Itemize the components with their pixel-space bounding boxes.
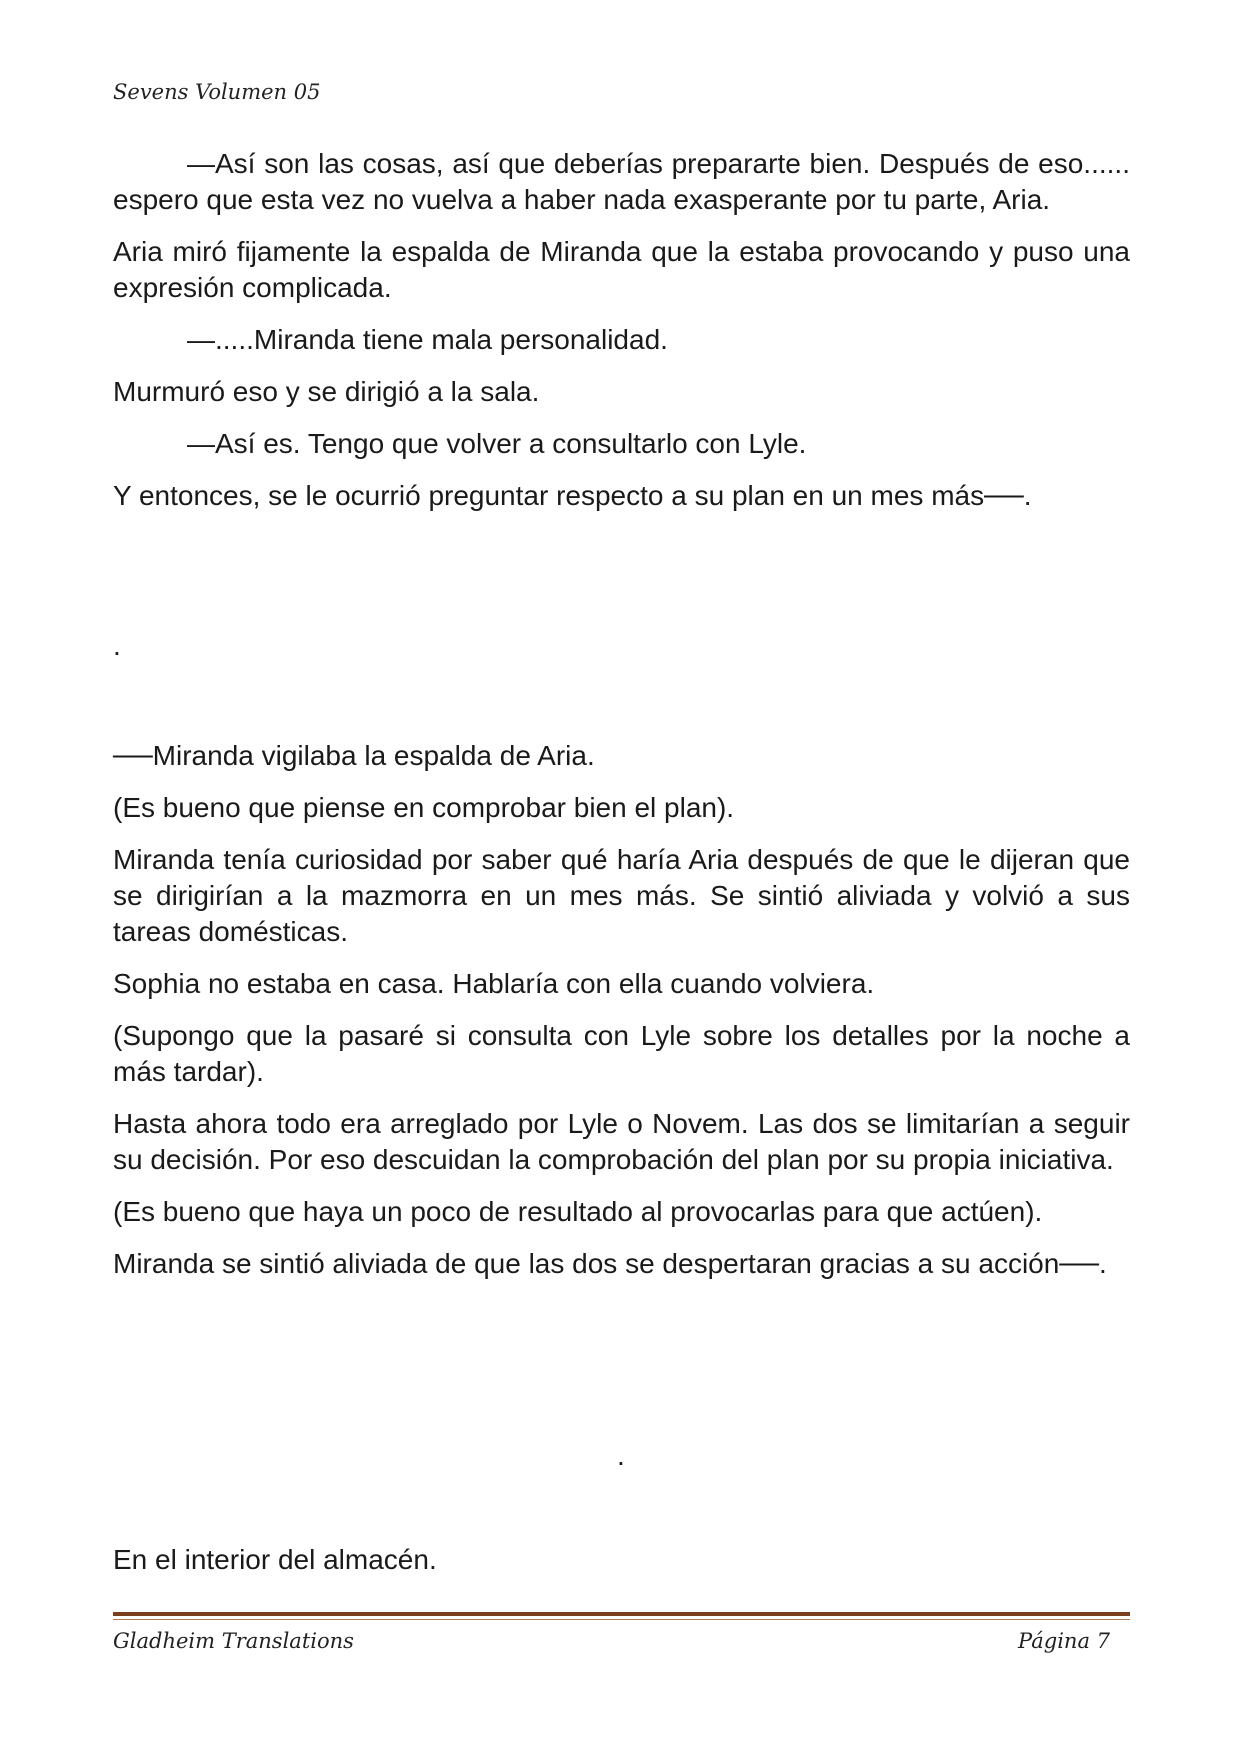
running-header: Sevens Volumen 05 — [113, 80, 321, 104]
body-section-1 — [113, 146, 1130, 530]
paragraph: En el interior del almacén. — [113, 1544, 437, 1575]
paragraph: (Es bueno que piense en comprobar bien el plan). — [113, 792, 735, 823]
paragraph: —Así es. Tengo que volver a consultarlo con Lyle. — [187, 428, 807, 459]
scene-separator: . — [113, 630, 121, 661]
paragraph: (Es bueno que haya un poco de resultado al provocarlas para que actúen). — [113, 1196, 1043, 1227]
paragraph: —.....Miranda tiene mala personalidad. — [187, 324, 668, 355]
paragraph: Murmuró eso y se dirigió a la sala. — [113, 376, 540, 407]
body-section-3 — [113, 1542, 1130, 1578]
paragraph: —Así son las cosas, así que deberías prepararte bien. Después de eso...... espero que esta vez no vuelva a haber nada exasperante por tu parte, Aria. — [113, 148, 1130, 215]
paragraph: Aria miró fijamente la espalda de Miranda que la estaba provocando y puso una expresión complicada. — [113, 236, 1130, 303]
footer-rule — [113, 1612, 1130, 1616]
page-number: Página 7 — [1018, 1629, 1110, 1653]
paragraph: Sophia no estaba en casa. Hablaría con ella cuando volviera. — [113, 968, 875, 999]
footer-publisher: Gladheim Translations — [113, 1629, 354, 1653]
body-section-2 — [113, 738, 1130, 1298]
paragraph: Hasta ahora todo era arreglado por Lyle o Novem. Las dos se limitarían a seguir su decisión. Por eso descuidan la comprobación del plan por su propia iniciativa. — [113, 1108, 1130, 1175]
paragraph: ──Miranda vigilaba la espalda de Aria. — [113, 740, 595, 771]
paragraph: Miranda tenía curiosidad por saber qué haría Aria después de que le dijeran que se dirigirían a la mazmorra en un mes más. Se sintió aliviada y volvió a sus tareas domésticas. — [113, 844, 1130, 947]
paragraph: Y entonces, se le ocurrió preguntar respecto a su plan en un mes más──. — [113, 480, 1032, 511]
scene-separator: . — [617, 1440, 625, 1471]
paragraph: (Supongo que la pasaré si consulta con Lyle sobre los detalles por la noche a más tardar). — [113, 1020, 1130, 1087]
footer-rule-thin — [113, 1619, 1130, 1620]
paragraph: Miranda se sintió aliviada de que las dos se despertaran gracias a su acción──. — [113, 1248, 1107, 1279]
